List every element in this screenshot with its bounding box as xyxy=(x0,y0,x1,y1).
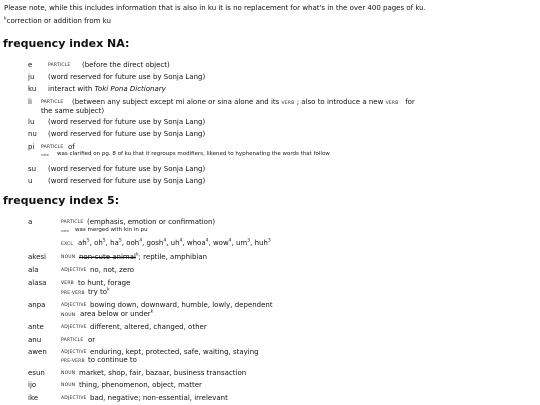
pos-label: EXCL xyxy=(61,242,74,247)
exclamation: ooh xyxy=(126,239,140,247)
entry-word: anpa xyxy=(28,301,46,309)
entry-ante xyxy=(0,322,540,334)
entry-def: (word reserved for future use by Sonja Lang) xyxy=(48,73,206,81)
entry-word: awen xyxy=(28,348,47,356)
entry-word: anu xyxy=(28,336,42,344)
entry-word: su xyxy=(28,165,37,173)
entry-def: market, shop, fair, bazaar, business transaction xyxy=(79,369,247,377)
entry-def: thing, phenomenon, object, matter xyxy=(79,381,202,389)
ku-marker: k xyxy=(150,309,154,315)
section-title-5: frequency index 5: xyxy=(3,194,120,207)
entry-word: ju xyxy=(28,73,35,81)
entry-def: (word reserved for future use by Sonja Lang) xyxy=(48,165,206,173)
entry-def-secondary: to continue to xyxy=(88,356,137,364)
entry-def-text: area below or under xyxy=(80,310,151,318)
pos-label: ADJECTIVE xyxy=(61,396,87,401)
pos-label: ADJECTIVE xyxy=(61,350,87,355)
exclamation: huh xyxy=(254,239,268,247)
entry-ike xyxy=(0,393,540,405)
entry-nu xyxy=(0,129,540,141)
entry-word: e xyxy=(28,61,33,69)
frequency-number: 4 xyxy=(139,238,143,244)
entry-def-secondary xyxy=(88,288,110,296)
entry-def-line2: the same subject) xyxy=(41,107,105,115)
entry-ijo xyxy=(0,380,540,392)
entry-def: (word reserved for future use by Sonja Lang) xyxy=(48,118,206,126)
entry-def: to hunt, forage xyxy=(78,279,131,287)
entry-word: pi xyxy=(28,143,35,151)
dictionary-title: Toki Pona Dictionary xyxy=(94,85,166,93)
pos-label: ADJECTIVE xyxy=(61,303,87,308)
entry-def: (emphasis, emotion or confirmation) xyxy=(87,218,216,226)
exclamation: uh xyxy=(170,239,180,247)
entry-su xyxy=(0,164,540,176)
legend-line xyxy=(4,17,111,25)
entry-alasa xyxy=(0,278,540,300)
entry-word: akesi xyxy=(28,253,46,261)
legend-marker: k xyxy=(4,16,7,22)
entry-pi xyxy=(0,142,540,160)
entry-word: ala xyxy=(28,266,39,274)
exclamation: gosh xyxy=(146,239,164,247)
frequency-number: 4 xyxy=(228,238,232,244)
entry-word: u xyxy=(28,177,33,185)
frequency-number: 3 xyxy=(267,238,271,244)
entry-lu xyxy=(0,117,540,129)
note-text: was clarified on pg. 8 of ku that it regroups modifiers, likened to hyphenating the words that follow xyxy=(57,151,330,157)
pos-label: NOUN xyxy=(61,255,76,260)
pos-label: PRE-VERB xyxy=(61,291,85,296)
entry-def-text: (between any subject except mi alone or sina alone and its xyxy=(72,98,280,106)
entry-def xyxy=(48,85,166,93)
entry-akesi xyxy=(0,252,540,264)
entry-ku xyxy=(0,84,540,96)
entry-li xyxy=(0,97,540,117)
entry-def xyxy=(72,98,415,106)
section-title-na: frequency index NA: xyxy=(3,37,130,50)
pos-label: VERB xyxy=(281,101,295,106)
entry-def-text: ; also to introduce a new xyxy=(296,98,384,106)
entry-word: nu xyxy=(28,130,37,138)
entry-anu xyxy=(0,335,540,347)
frequency-number: 4 xyxy=(163,238,167,244)
legend-text: correction or addition from ku xyxy=(6,17,111,25)
frequency-number: 5 xyxy=(102,238,106,244)
ku-marker: k xyxy=(107,287,110,293)
frequency-number: 4 xyxy=(179,238,183,244)
entry-word: esun xyxy=(28,369,45,377)
pos-label: PARTICLE xyxy=(48,63,71,68)
entry-def-secondary xyxy=(80,310,153,318)
intro-text: Please note, while this includes information that is also in ku it is no replacement for what's in the over 400 pages of ku. xyxy=(4,4,426,12)
entry-def-text: try to xyxy=(88,288,108,296)
pos-label: NOUN xyxy=(61,313,76,318)
entry-def-text: ; reptile, amphibian xyxy=(138,253,208,261)
entry-ju xyxy=(0,72,540,84)
entry-word: ante xyxy=(28,323,44,331)
exclamation: ha xyxy=(110,239,119,247)
exclamation: wow xyxy=(212,239,229,247)
entry-def: (word reserved for future use by Sonja Lang) xyxy=(48,177,206,185)
entry-awen xyxy=(0,347,540,367)
entry-def-text: for xyxy=(405,98,415,106)
entry-def: bad, negative; non-essential, irrelevant xyxy=(90,394,228,402)
entry-def: or xyxy=(88,336,96,344)
exclamation: oh xyxy=(94,239,103,247)
entry-e xyxy=(0,60,540,72)
note-label: note xyxy=(61,229,69,233)
entry-def: (word reserved for future use by Sonja Lang) xyxy=(48,130,206,138)
entry-def: enduring, kept, protected, safe, waiting, staying xyxy=(90,348,259,356)
entry-anpa xyxy=(0,300,540,322)
pos-label: ADJECTIVE xyxy=(61,268,87,273)
exclamation-list: $ah^5$, $oh^5$, $ha^5$, ooh$^4$, gosh$^4$, $uh^4$, whoa$^4$, wow$^4$, $um^3$, huh$^3$ xyxy=(78,238,271,247)
entry-word: a xyxy=(28,218,33,226)
frequency-number: 3 xyxy=(247,238,251,244)
ku-marker: k xyxy=(135,252,139,258)
entry-word: ku xyxy=(28,85,37,93)
entry-word: ijo xyxy=(28,381,37,389)
exclamation: ah xyxy=(78,239,87,247)
entry-a xyxy=(0,217,540,251)
pos-label: VERB xyxy=(385,101,399,106)
pos-label: PARTICLE xyxy=(61,220,84,225)
entry-def-prefix: interact with xyxy=(48,85,95,93)
entry-word: ike xyxy=(28,394,39,402)
entry-def: of xyxy=(68,143,75,151)
entry-def: no, not, zero xyxy=(90,266,135,274)
entry-def xyxy=(79,253,207,261)
entry-u xyxy=(0,176,540,188)
note-text: was merged with kin in pu xyxy=(75,227,148,233)
exclamation: um xyxy=(236,239,248,247)
pos-label: NOUN xyxy=(61,371,76,376)
entry-word: alasa xyxy=(28,279,47,287)
pos-label: PARTICLE xyxy=(41,100,64,105)
entry-ala xyxy=(0,265,540,277)
entry-word: lu xyxy=(28,118,35,126)
pos-label: ADJECTIVE xyxy=(61,325,87,330)
entry-def: (before the direct object) xyxy=(82,61,170,69)
note-label: note xyxy=(41,153,49,157)
frequency-number: 4 xyxy=(205,238,209,244)
pos-label: PRE-VERB xyxy=(61,359,85,364)
struck-definition: non-cute animal xyxy=(79,253,136,261)
entry-def: bowing down, downward, humble, lowly, dependent xyxy=(90,301,273,309)
entry-esun xyxy=(0,368,540,380)
entry-word: li xyxy=(28,98,32,106)
entry-def: different, altered, changed, other xyxy=(90,323,207,331)
frequency-number: 5 xyxy=(118,238,122,244)
frequency-number: 5 xyxy=(86,238,90,244)
exclamation: whoa xyxy=(186,239,206,247)
pos-label: PARTICLE xyxy=(41,145,64,150)
pos-label: VERB xyxy=(61,281,74,286)
pos-label: NOUN xyxy=(61,383,76,388)
pos-label: PARTICLE xyxy=(61,338,84,343)
